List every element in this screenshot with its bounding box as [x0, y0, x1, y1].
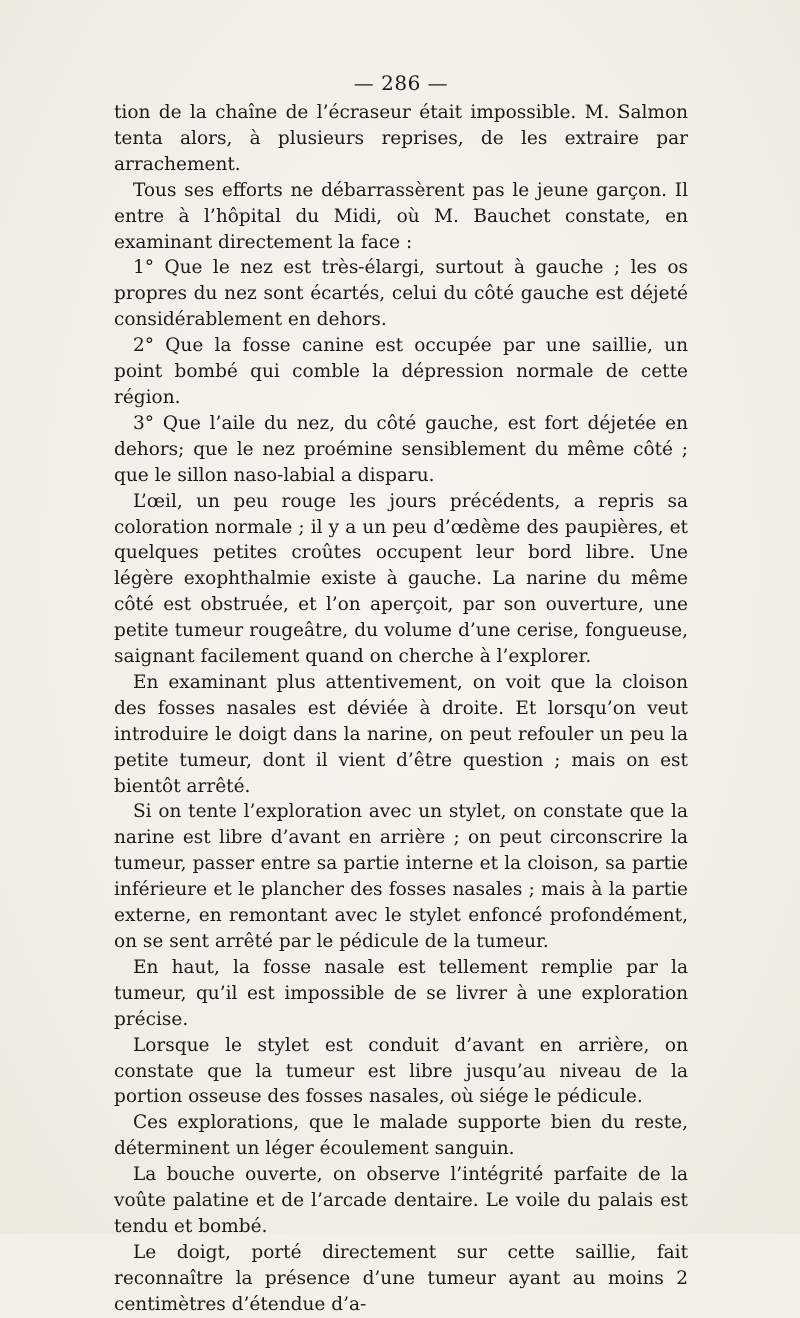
paragraph: Si on tente l’exploration avec un stylet, on constate que la narine est libre d’avant en arrière ; on peut circonscrire la tumeur, passer entre sa partie interne et la cloison, sa partie inférieure et le plancher des fosses nasales ; mais à la partie externe, en remontant avec le stylet enfoncé profondément, on se sent arrêté par le pédicule de la tumeur. — [114, 801, 688, 952]
paragraph: La bouche ouverte, on observe l’intégrité parfaite de la voûte palatine et de l’arcade dentaire. Le voile du palais est tendu et bombé. — [114, 1164, 688, 1237]
page-body — [114, 100, 688, 1318]
page-number: — 286 — — [353, 71, 449, 95]
paragraph: Tous ses efforts ne débarrassèrent pas le jeune garçon. Il entre à l’hôpital du Midi, où M. Bauchet constate, en examinant directement la face : — [114, 179, 688, 253]
paragraph: En examinant plus attentivement, on voit que la cloison des fosses nasales est déviée à droite. Et lorsqu’on veut introduire le doigt dans la narine, on peut refouler un peu la petite tumeur, dont il vient d’être question ; mais on est bientôt arrêté. — [114, 671, 688, 797]
paragraph: 3° Que l’aile du nez, du côté gauche, est fort déjetée en dehors; que le nez proémine sensiblement du même côté ; que le sillon naso-labial a disparu. — [114, 412, 688, 486]
paragraph: L’œil, un peu rouge les jours précédents, a repris sa coloration normale ; il y a un peu d’œdème des paupières, et quelques petites croûtes occupent leur bord libre. Une légère exophthalmie existe à gauche. La narine du même côté est obstruée, et l’on aperçoit, par son ouverture, une petite tumeur rougeâtre, du volume d’une cerise, fongueuse, saignant facilement quand on cherche à l’explorer. — [114, 490, 688, 668]
paragraph: tion de la chaîne de l’écraseur était impossible. M. Salmon tenta alors, à plusieurs reprises, de les extraire par arrachement. — [114, 102, 688, 175]
paragraph: Le doigt, porté directement sur cette saillie, fait reconnaître la présence d’une tumeur ayant au moins 2 centimètres d’étendue d’a- — [114, 1241, 688, 1315]
paragraph: 1° Que le nez est très-élargi, surtout à gauche ; les os propres du nez sont écartés, celui du côté gauche est déjeté considérablement en dehors. — [114, 257, 688, 331]
paragraph: 2° Que la fosse canine est occupée par une saillie, un point bombé qui comble la dépression normale de cette région. — [114, 335, 688, 408]
paragraph: Lorsque le stylet est conduit d’avant en arrière, on constate que la tumeur est libre jusqu’au niveau de la portion osseuse des fosses nasales, où siége le pédicule. — [114, 1034, 688, 1108]
paragraph: Ces explorations, que le malade supporte bien du reste, déterminent un léger écoulement sanguin. — [114, 1112, 688, 1160]
paragraph: En haut, la fosse nasale est tellement remplie par la tumeur, qu’il est impossible de se livrer à une exploration précise. — [114, 956, 688, 1030]
